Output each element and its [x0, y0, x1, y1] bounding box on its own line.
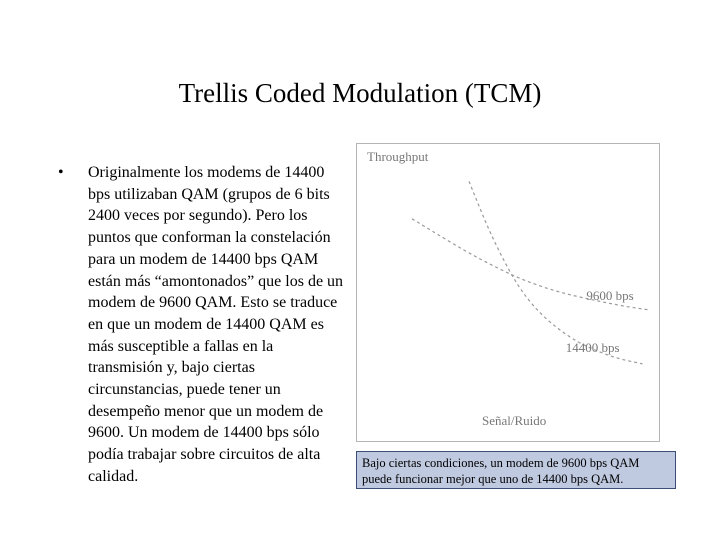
bullet-dot: • [58, 164, 64, 181]
series-label-14400: 14400 bps [565, 339, 620, 355]
bullet-text: Originalmente los modems de 14400 bps utilizaban QAM (grupos de 6 bits 2400 veces por segundo). Pero los puntos que conforman la constelación para un modem de 14400 bps QAM están más “amontonados” que los de un modem de 9600 QAM. Esto se traduce en que un modem de 14400 QAM es más susceptible a fallas en la transmisión y, bajo ciertas circunstancias, puede tener un desempeño menor que un modem de 9600. Un modem de 14400 bps sólo podía trabajar sobre circuitos de alta calidad. [88, 164, 344, 485]
bullet-list [58, 162, 358, 488]
caption-box: Bajo ciertas condiciones, un modem de 9600 bps QAM puede funcionar mejor que uno de 14400 bps QAM. [356, 451, 676, 489]
y-axis-label: Throughput [367, 149, 429, 164]
x-axis-label: Señal/Ruido [482, 413, 547, 428]
series-layer [412, 181, 650, 364]
slide-title: Trellis Coded Modulation (TCM) [178, 78, 542, 108]
chart-plot [357, 144, 659, 441]
bullet-item [58, 162, 358, 488]
series-label-9600: 9600 bps [586, 288, 634, 304]
series-line-14400 [469, 181, 643, 364]
throughput-chart [356, 143, 660, 442]
